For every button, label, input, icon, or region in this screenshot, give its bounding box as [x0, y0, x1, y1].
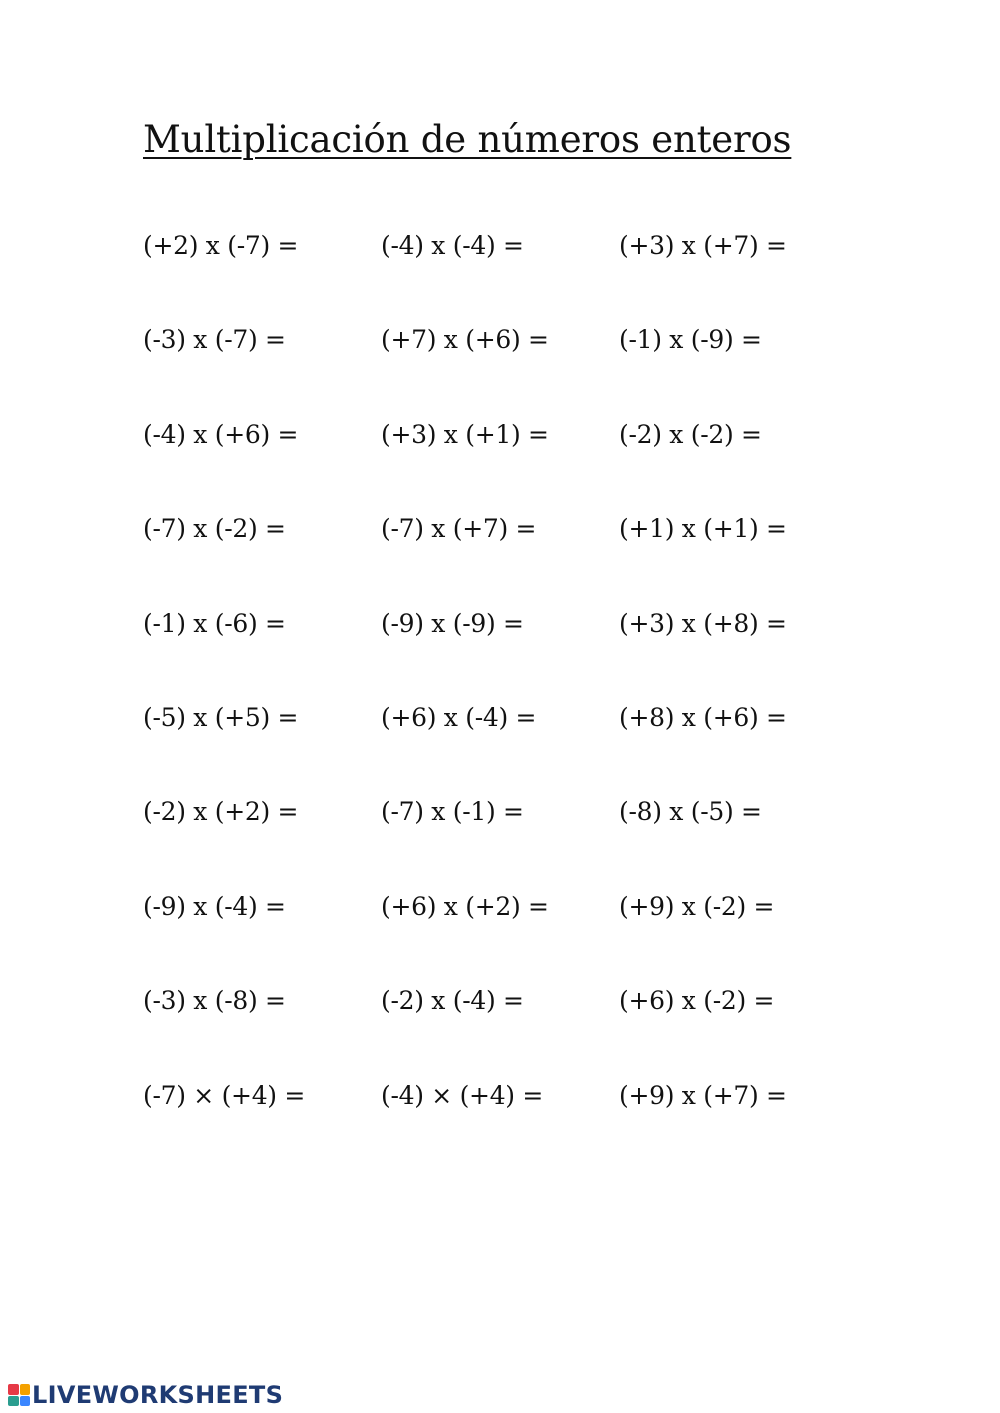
exercise-item: (-7) x (-2) =: [143, 514, 286, 543]
exercise-item: (-2) x (-2) =: [619, 420, 762, 449]
exercise-item: (-7) x (+7) =: [381, 514, 537, 543]
logo-square: [20, 1396, 31, 1407]
logo-square: [8, 1384, 19, 1395]
exercise-item: (-7) × (+4) =: [143, 1081, 306, 1110]
exercise-item: (-2) x (-4) =: [381, 986, 524, 1015]
exercise-item: (+9) x (+7) =: [619, 1081, 787, 1110]
exercise-row: [0, 792, 1000, 832]
exercise-item: (-3) x (-7) =: [143, 325, 286, 354]
logo-square: [20, 1384, 31, 1395]
exercise-item: (-5) x (+5) =: [143, 703, 299, 732]
exercise-item: (-2) x (+2) =: [143, 797, 299, 826]
liveworksheets-logo: [8, 1382, 283, 1408]
exercise-item: (+8) x (+6) =: [619, 703, 787, 732]
exercise-item: (-9) x (-9) =: [381, 609, 524, 638]
exercise-item: (+9) x (-2) =: [619, 892, 775, 921]
exercise-row: [0, 981, 1000, 1021]
exercise-item: (+6) x (+2) =: [381, 892, 549, 921]
exercise-item: (-4) x (+6) =: [143, 420, 299, 449]
exercise-item: (-7) x (-1) =: [381, 797, 524, 826]
exercise-item: (+6) x (-4) =: [381, 703, 537, 732]
exercise-item: (-9) x (-4) =: [143, 892, 286, 921]
exercise-row: [0, 509, 1000, 549]
exercise-item: (-8) x (-5) =: [619, 797, 762, 826]
exercise-item: (-3) x (-8) =: [143, 986, 286, 1015]
exercise-row: [0, 604, 1000, 644]
exercise-item: (+3) x (+7) =: [619, 231, 787, 260]
exercise-item: (+3) x (+1) =: [381, 420, 549, 449]
exercise-item: (-4) × (+4) =: [381, 1081, 544, 1110]
exercise-item: (-1) x (-6) =: [143, 609, 286, 638]
exercise-row: [0, 1076, 1000, 1116]
exercise-item: (+1) x (+1) =: [619, 514, 787, 543]
liveworksheets-logo-icon: [8, 1384, 30, 1406]
logo-text: LIVEWORKSHEETS: [32, 1381, 284, 1409]
exercise-row: [0, 698, 1000, 738]
logo-square: [8, 1396, 19, 1407]
exercise-item: (+6) x (-2) =: [619, 986, 775, 1015]
exercise-item: (+3) x (+8) =: [619, 609, 787, 638]
exercise-item: (+2) x (-7) =: [143, 231, 299, 260]
page-title: Multiplicación de números enteros: [143, 118, 792, 161]
exercise-row: [0, 415, 1000, 455]
exercise-row: [0, 887, 1000, 927]
exercise-item: (-4) x (-4) =: [381, 231, 524, 260]
exercise-item: (+7) x (+6) =: [381, 325, 549, 354]
exercise-row: [0, 320, 1000, 360]
exercise-item: (-1) x (-9) =: [619, 325, 762, 354]
exercise-row: [0, 226, 1000, 266]
